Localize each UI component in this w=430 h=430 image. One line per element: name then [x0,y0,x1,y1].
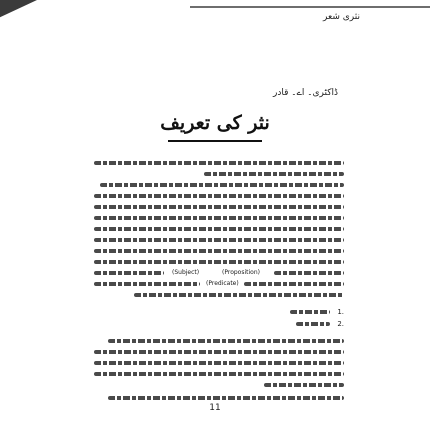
text-line [94,158,344,168]
text-line [94,213,344,223]
text-line [94,358,344,368]
text-line [94,369,344,379]
text-line-terms [94,268,344,278]
term-predicate: (Predicate) [206,280,239,287]
text-line [204,169,344,179]
text-line [124,290,344,300]
text-line [94,336,344,346]
term-subject: (Subject) [172,269,200,276]
text-line [94,257,344,267]
text-line [94,202,344,212]
text-line [254,380,344,390]
scan-shadow-corner [0,0,57,25]
page-number: 11 [209,403,221,413]
running-head: نثری شعر [323,12,360,22]
text-line [94,347,344,357]
author-name: ڈاکٹری۔ اے۔ قادر [273,88,338,98]
text-line-predicate [94,279,344,289]
top-rule [190,6,430,8]
text-line [100,180,344,190]
list-item-2: 2. [264,319,344,329]
title-underline [168,140,262,142]
text-line [94,235,344,245]
page-title: نثر کی تعریف [160,112,270,134]
text-line [94,224,344,234]
text-line [94,191,344,201]
term-proposition: (Proposition) [222,269,260,276]
text-line [104,393,344,403]
text-line [94,246,344,256]
list-item-1: 1. [264,307,344,317]
